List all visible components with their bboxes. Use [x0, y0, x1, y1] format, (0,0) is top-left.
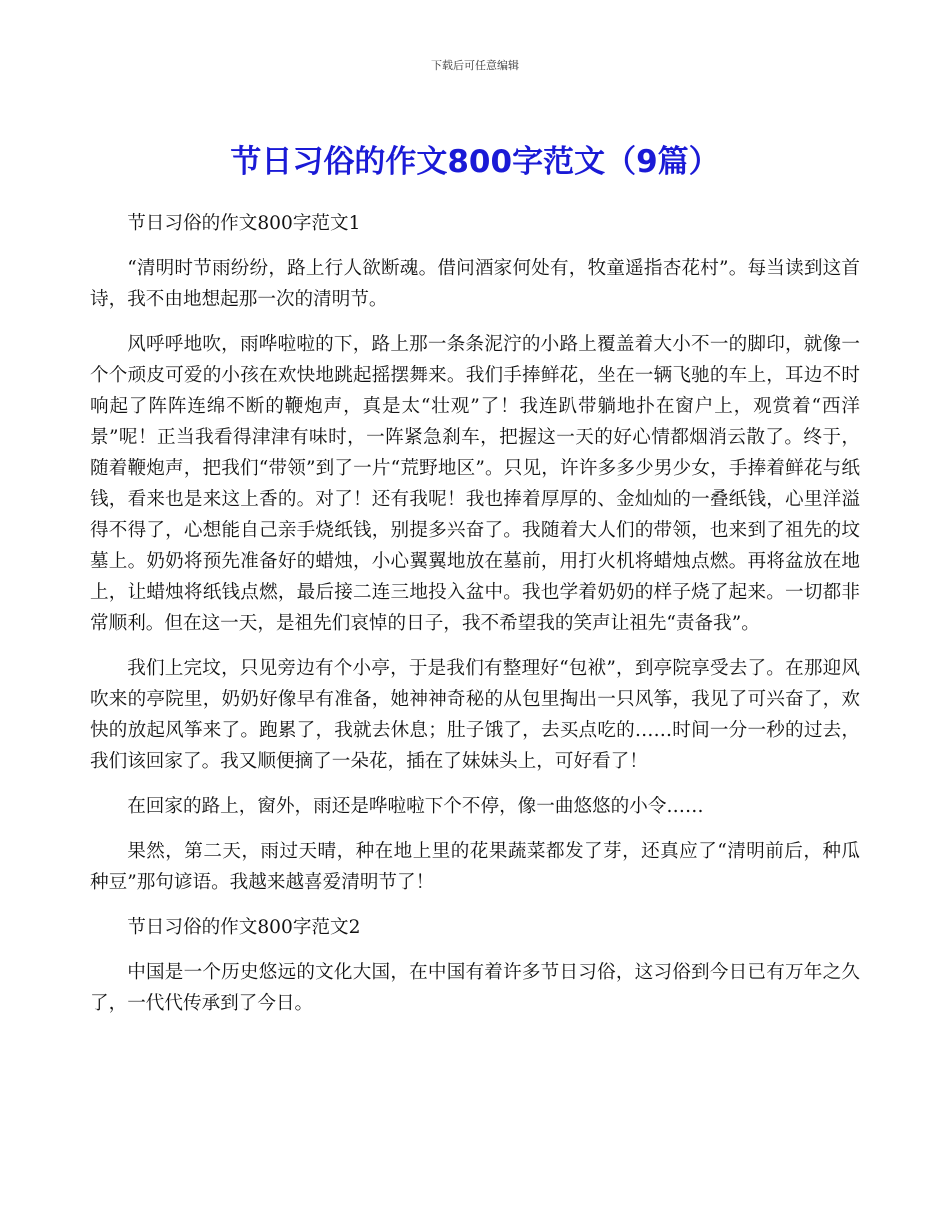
- paragraph: 我们上完坟，只见旁边有个小亭，于是我们有整理好“包袱”，到亭院享受去了。在那迎风吹来的亭院里，奶奶好像早有准备，她神神奇秘的从包里掏出一只风筝，我见了可兴奋了，欢快的放起风筝来了。跑累了，我就去休息；肚子饿了，去买点吃的……时间一分一秒的过去，我们该回家了。我又顺便摘了一朵花，插在了妹妹头上，可好看了！: [90, 658, 860, 772]
- section-heading-1: 节日习俗的作文800字范文1: [127, 213, 361, 234]
- paragraph: “清明时节雨纷纷，路上行人欲断魂。借问酒家何处有，牧童遥指杏花村”。每当读到这首诗，我不由地想起那一次的清明节。: [90, 258, 860, 310]
- document-title: 节日习俗的作文800字范文（9篇）: [230, 144, 720, 180]
- paragraph: 风呼呼地吹，雨哗啦啦的下，路上那一条条泥泞的小路上覆盖着大小不一的脚印，就像一个个顽皮可爱的小孩在欢快地跳起摇摆舞来。我们手捧鲜花，坐在一辆飞驰的车上，耳边不时响起了阵阵连绵不断的鞭炮声，真是太“壮观”了！我连趴带躺地扑在窗户上，观赏着“西洋景”呢！正当我看得津津有味时，一阵紧急刹车，把握这一天的好心情都烟消云散了。终于，随着鞭炮声，把我们“带领”到了一片“荒野地区”。只见，许许多多少男少女，手捧着鲜花与纸钱，看来也是来这上香的。对了！还有我呢！我也捧着厚厚的、金灿灿的一叠纸钱，心里洋溢得不得了，心想能自己亲手烧纸钱，别提多兴奋了。我随着大人们的带领，也来到了祖先的坟墓上。奶奶将预先准备好的蜡烛，小心翼翼地放在墓前，用打火机将蜡烛点燃。再将盆放在地上，让蜡烛将纸钱点燃，最后接二连三地投入盆中。我也学着奶奶的样子烧了起来。一切都非常顺利。但在这一天，是祖先们哀悼的日子，我不希望我的笑声让祖先“责备我”。: [90, 334, 860, 634]
- paragraph: 果然，第二天，雨过天晴，种在地上里的花果蔬菜都发了芽，还真应了“清明前后，种瓜种豆”那句谚语。我越来越喜爱清明节了！: [90, 841, 860, 893]
- document-body: [90, 208, 860, 1033]
- paragraph: 在回家的路上，窗外，雨还是哗啦啦下个不停，像一曲悠悠的小令……: [127, 796, 704, 817]
- header-note: 下载后可任意编辑: [431, 59, 519, 72]
- paragraph: 中国是一个历史悠远的文化大国，在中国有着许多节日习俗，这习俗到今日已有万年之久了，一代代传承到了今日。: [90, 962, 860, 1014]
- section-heading-2: 节日习俗的作文800字范文2: [127, 917, 361, 938]
